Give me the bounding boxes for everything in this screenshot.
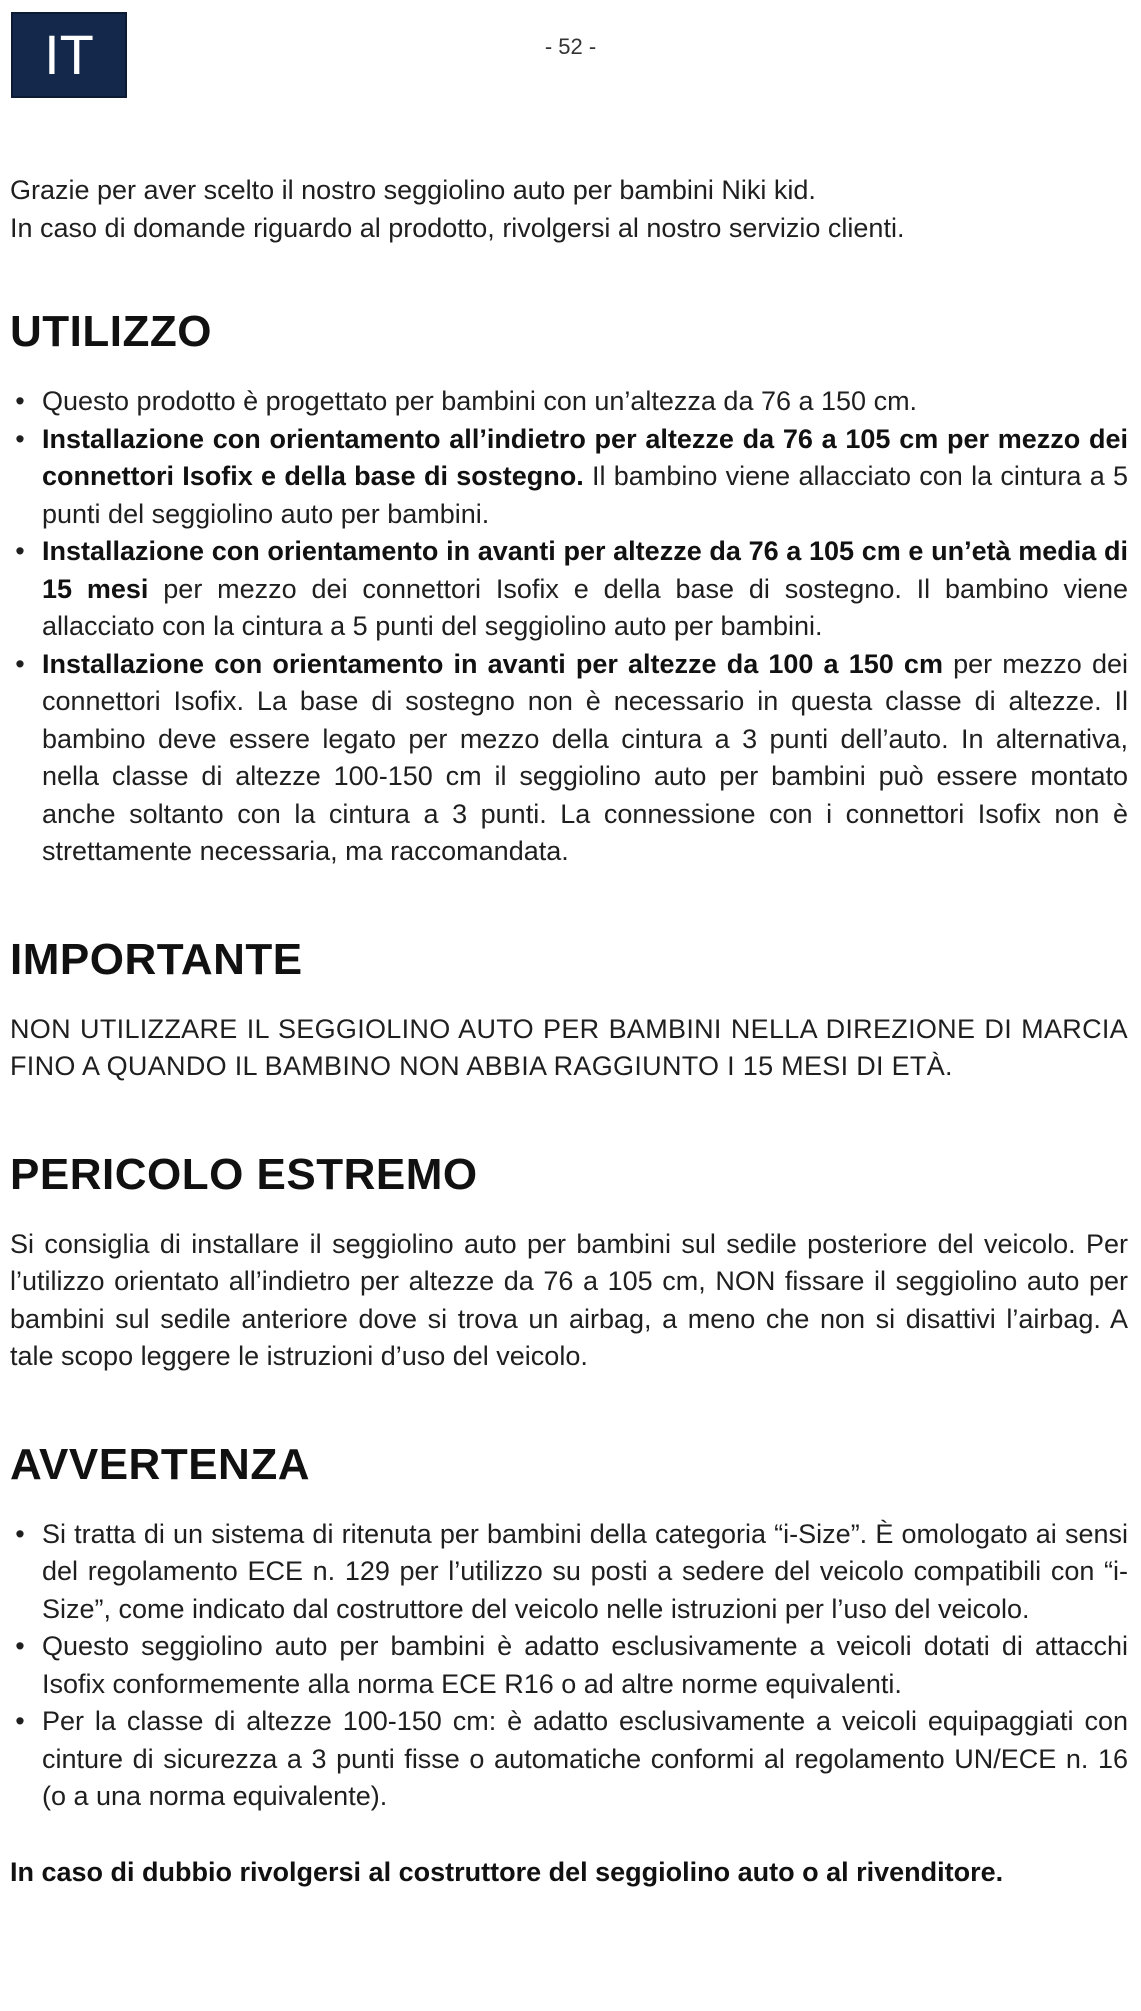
list-item [10,383,1128,421]
list-item [10,646,1128,871]
final-note: In caso di dubbio rivolgersi al costruttore del seggiolino auto o al rivenditore. [10,1856,1004,1887]
utilizzo-list [10,383,1128,871]
intro-line-1: Grazie per aver scelto il nostro seggiolino auto per bambini Niki kid. [10,175,816,205]
list-item-text: per mezzo dei connettori Isofix e della base di sostegno. Il bambino viene allacciato con la cintura a 5 punti del seggiolino auto per bambini. [42,573,1129,641]
intro [10,172,1128,247]
list-item-text: Questo prodotto è progettato per bambini con un’altezza da 76 a 150 cm. [42,386,918,416]
bullet-icon: • [15,1631,25,1661]
section-utilizzo [10,305,1128,871]
bullet-icon: • [15,1518,25,1549]
section-title-pericolo: PERICOLO ESTREMO [10,1149,478,1199]
list-item [10,533,1128,646]
document-body [10,172,1128,1891]
section-pericolo [10,1148,1128,1376]
bullet-icon: • [15,648,25,679]
list-item [10,1628,1128,1703]
list-item-text: per mezzo dei connettori Isofix. La base di sostegno non è necessario in questa classe di altezze. Il bambino deve essere legato per mezzo della cintura a 3 punti dell’auto. In alternativa, nella classe di altezze 100-150 cm il seggiolino auto per bambini può essere montato anche soltanto con la cintura a 3 punti. La connessione con i connettori Isofix non è strettamente necessaria, ma raccomandata. [42,648,1128,866]
bullet-icon: • [15,386,25,416]
list-item-text: Si tratta di un sistema di ritenuta per bambini della categoria “i-Size”. È omologato ai sensi del regolamento ECE n. 129 per l’utilizzo su posti a sedere del veicolo compatibili con “i-Size”, come indicato dal costruttore del veicolo nelle istruzioni per l’uso del veicolo. [42,1518,1128,1624]
list-item [10,1703,1128,1816]
pericolo-text: Si consiglia di installare il seggiolino auto per bambini sul sedile posteriore del veicolo. Per l’utilizzo orientato all’indietro per altezze da 76 a 105 cm, NON fissare il seggiolino auto per bambini sul sedile anteriore dove si trova un airbag, a meno che non si disattivi l’airbag. A tale scopo leggere le istruzioni d’uso del veicolo. [10,1228,1128,1371]
section-avvertenza [10,1438,1128,1892]
list-item-text: Questo seggiolino auto per bambini è adatto esclusivamente a veicoli dotati di attacchi Isofix conformemente alla norma ECE R16 o ad altre norme equivalenti. [42,1631,1128,1699]
section-importante [10,933,1128,1086]
list-item-bold: Installazione con orientamento in avanti per altezze da 100 a 150 cm [42,648,943,679]
section-title-importante: IMPORTANTE [10,934,303,984]
bullet-icon: • [15,423,25,454]
list-item-bold: Installazione con orientamento all’indietro per altezze da 76 a 105 cm per mezzo dei connettori Isofix e della base di sostegno. [42,423,1128,491]
list-item [10,421,1128,534]
bullet-icon: • [15,1706,25,1736]
intro-line-2: In caso di domande riguardo al prodotto, rivolgersi al nostro servizio clienti. [10,212,905,243]
page-number: - 52 - [544,34,597,59]
list-item-text: Il bambino viene allacciato con la cintura a 5 punti del seggiolino auto per bambini. [42,461,1128,529]
bullet-icon: • [15,536,25,566]
list-item [10,1516,1128,1629]
importante-text: NON UTILIZZARE IL SEGGIOLINO AUTO PER BAMBINI NELLA DIREZIONE DI MARCIA FINO A QUANDO IL BAMBINO NON ABBIA RAGGIUNTO I 15 MESI DI ETÀ. [10,1013,1128,1081]
section-title-utilizzo: UTILIZZO [10,307,212,356]
list-item-text: Per la classe di altezze 100-150 cm: è adatto esclusivamente a veicoli equipaggiati con cinture di sicurezza a 3 punti fisse o automatiche conformi al regolamento UN/ECE n. 16 (o a una norma equivalente). [42,1706,1128,1811]
language-badge: IT [11,12,127,98]
list-item-bold: Installazione con orientamento in avanti per altezze da 76 a 105 cm e un’età media di 15 mesi [42,536,1128,604]
section-title-avvertenza: AVVERTENZA [10,1439,310,1489]
avvertenza-list [10,1516,1128,1816]
